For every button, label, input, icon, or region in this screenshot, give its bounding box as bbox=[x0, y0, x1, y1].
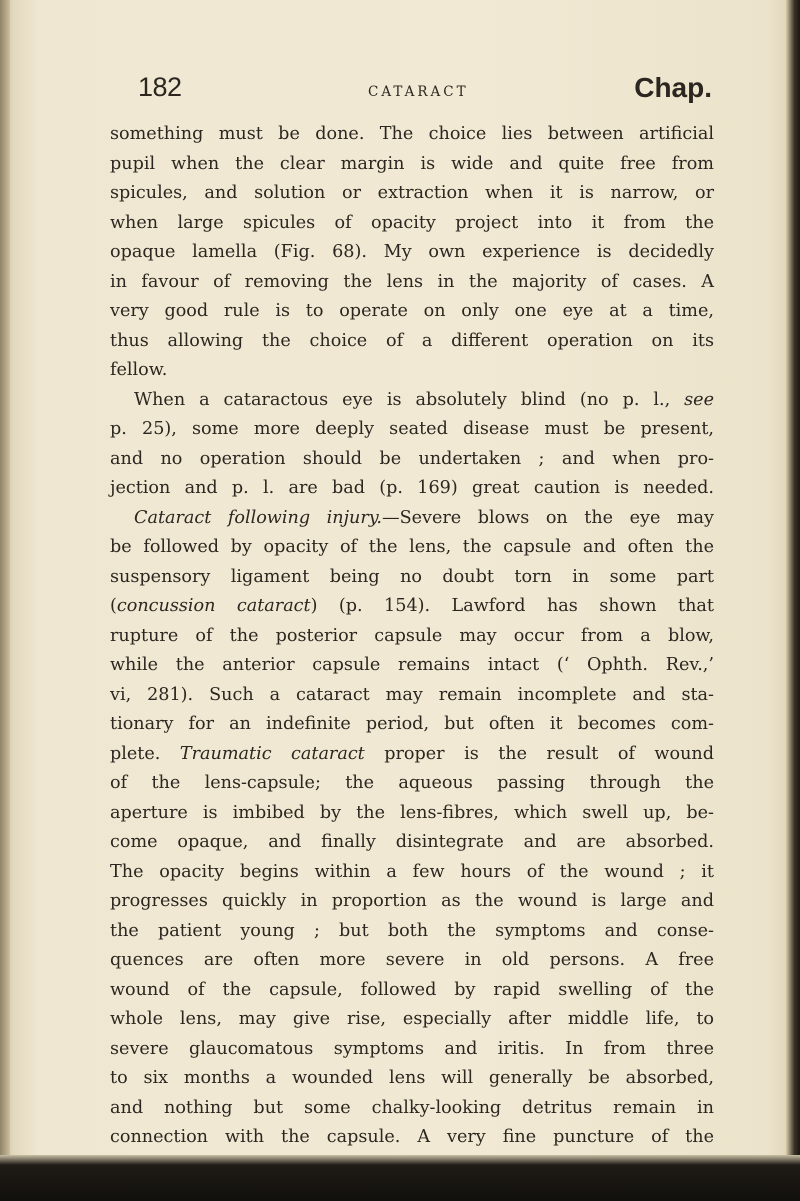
running-head: CATARACT bbox=[368, 84, 469, 100]
text-line: in favour of removing the lens in the majority of cases. A bbox=[110, 271, 714, 292]
page-spine-shadow bbox=[0, 0, 10, 1201]
italic-segment: Cataract following injury. bbox=[134, 507, 382, 528]
text-line bbox=[110, 592, 714, 622]
text-line: opaque lamella (Fig. 68). My own experience is decidedly bbox=[110, 242, 714, 262]
text-line: pupil when the clear margin is wide and quite free from bbox=[110, 153, 714, 174]
text-line: The opacity begins within a few hours of the wound ; it bbox=[110, 861, 714, 882]
text-segment: —Severe blows on the eye may bbox=[381, 507, 714, 528]
text-line: to six months a wounded lens will generally be absorbed, bbox=[110, 1068, 714, 1088]
page-right-edge bbox=[786, 0, 800, 1201]
text-line: of the lens-capsule; the aqueous passing through the bbox=[110, 773, 714, 793]
text-line: p. 25), some more deeply seated disease must be present, bbox=[110, 419, 714, 439]
text-line: rupture of the posterior capsule may occur from a blow, bbox=[110, 625, 714, 646]
text-segment: ( bbox=[110, 596, 117, 616]
text-line: very good rule is to operate on only one eye at a time, bbox=[110, 301, 714, 321]
italic-segment: Traumatic cataract bbox=[179, 743, 365, 764]
text-line: connection with the capsule. A very fine puncture of the bbox=[110, 1127, 714, 1147]
text-line: suspensory ligament being no doubt torn in some part bbox=[110, 566, 714, 587]
text-line: spicules, and solution or extraction when it is narrow, or bbox=[110, 183, 714, 203]
text-line: severe glaucomatous symptoms and iritis. In from three bbox=[110, 1038, 714, 1059]
text-line bbox=[110, 386, 714, 416]
text-segment: plete. bbox=[110, 743, 180, 764]
text-line: thus allowing the choice of a different operation on its bbox=[110, 330, 714, 351]
page-header bbox=[138, 72, 712, 112]
text-line: whole lens, may give rise, especially after middle life, to bbox=[110, 1009, 714, 1029]
text-segment: proper is the result of wound bbox=[364, 743, 715, 764]
text-line: something must be done. The choice lies between artificial bbox=[110, 124, 714, 144]
page-number: 182 bbox=[138, 72, 182, 102]
text-line bbox=[110, 740, 714, 770]
text-segment: ) (p. 154). Lawford has shown that bbox=[310, 596, 714, 616]
text-line: be followed by opacity of the lens, the capsule and often the bbox=[110, 537, 714, 557]
text-line: the patient young ; but both the symptoms and conse- bbox=[110, 920, 714, 941]
text-line: come opaque, and finally disintegrate and are absorbed. bbox=[110, 832, 714, 852]
text-line: progresses quickly in proportion as the wound is large and bbox=[110, 891, 714, 911]
text-line: vi, 281). Such a cataract may remain incomplete and sta- bbox=[110, 684, 714, 705]
text-line: while the anterior capsule remains intact (‘ Ophth. Rev.,’ bbox=[110, 655, 714, 675]
text-line: aperture is imbibed by the lens-fibres, which swell up, be- bbox=[110, 802, 714, 823]
text-line: jection and p. l. are bad (p. 169) great caution is needed. bbox=[110, 478, 714, 498]
text-line bbox=[110, 504, 714, 534]
text-line: when large spicules of opacity project into it from the bbox=[110, 212, 714, 233]
text-line: quences are often more severe in old persons. A free bbox=[110, 950, 714, 970]
page-bottom-edge bbox=[0, 1155, 800, 1201]
text-line: and no operation should be undertaken ; and when pro- bbox=[110, 448, 714, 469]
text-line: wound of the capsule, followed by rapid swelling of the bbox=[110, 979, 714, 1000]
body-text bbox=[110, 120, 714, 1153]
text-line: fellow. bbox=[110, 360, 168, 380]
text-line: and nothing but some chalky-looking detritus remain in bbox=[110, 1097, 714, 1118]
italic-segment: see bbox=[684, 389, 714, 410]
chapter-label: Chap. bbox=[634, 72, 712, 103]
text-line: tionary for an indefinite period, but often it becomes com- bbox=[110, 714, 714, 734]
italic-segment: concussion cataract bbox=[116, 596, 311, 616]
text-segment: When a cataractous eye is absolutely blind (no p. l., bbox=[134, 389, 685, 410]
